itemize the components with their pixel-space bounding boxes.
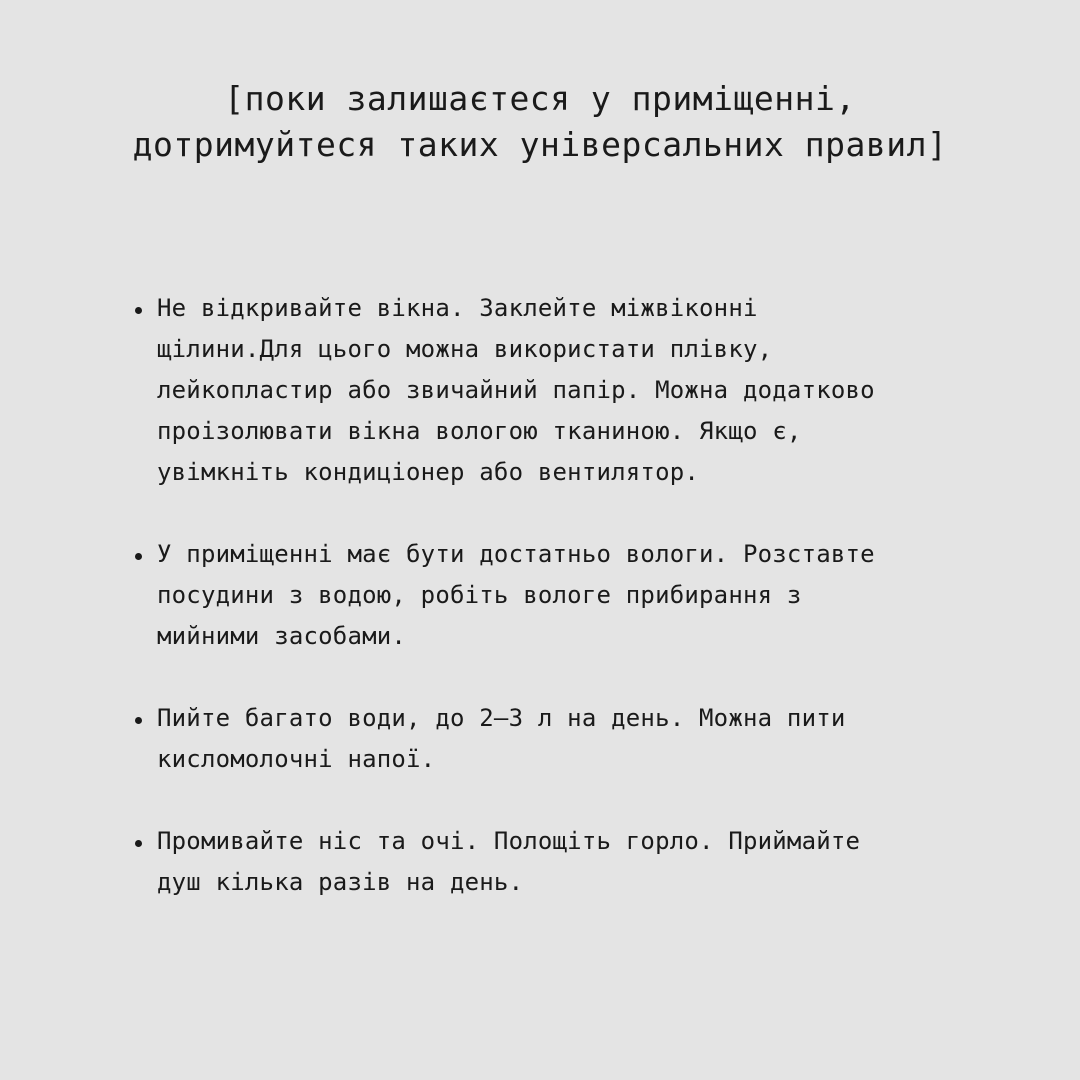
rule-text-line: увімкніть кондиціонер або вентилятор. <box>157 458 700 486</box>
rule-text-line: Не відкривайте вікна. Заклейте міжвіконні <box>157 294 758 322</box>
rule-text-line: кисломолочні напої. <box>157 745 436 773</box>
rule-item-hygiene <box>130 821 980 903</box>
rule-text-line: Пийте багато води, до 2–3 л на день. Можна пити <box>157 704 846 732</box>
rule-text-line: мийними засобами. <box>157 622 407 650</box>
rule-text-line: щілини.Для цього можна використати плівку, <box>157 335 773 363</box>
rule-text-line: посудини з водою, робіть вологе прибирання з <box>157 581 802 609</box>
rule-text-line: проізолювати вікна вологою тканиною. Якщо є, <box>157 417 802 445</box>
rule-item-windows <box>130 288 980 493</box>
title-line-2: дотримуйтеся таких універсальних правил] <box>132 125 948 164</box>
rule-item-water <box>130 698 980 780</box>
bullet-icon <box>135 717 142 724</box>
rule-text-line: Промивайте ніс та очі. Полощіть горло. Приймайте <box>157 827 861 855</box>
bullet-icon <box>135 553 142 560</box>
rule-text-line: лейкопластир або звичайний папір. Можна додатково <box>157 376 875 404</box>
bullet-icon <box>135 840 142 847</box>
title-line-1: [поки залишаєтеся у приміщенні, <box>224 79 856 118</box>
rule-text-line: У приміщенні має бути достатньо вологи. Розставте <box>157 540 875 568</box>
rule-text-line: душ кілька разів на день. <box>157 868 524 896</box>
rules-list <box>130 288 980 944</box>
page-title <box>40 76 1040 168</box>
bullet-icon <box>135 307 142 314</box>
rule-item-humidity <box>130 534 980 657</box>
